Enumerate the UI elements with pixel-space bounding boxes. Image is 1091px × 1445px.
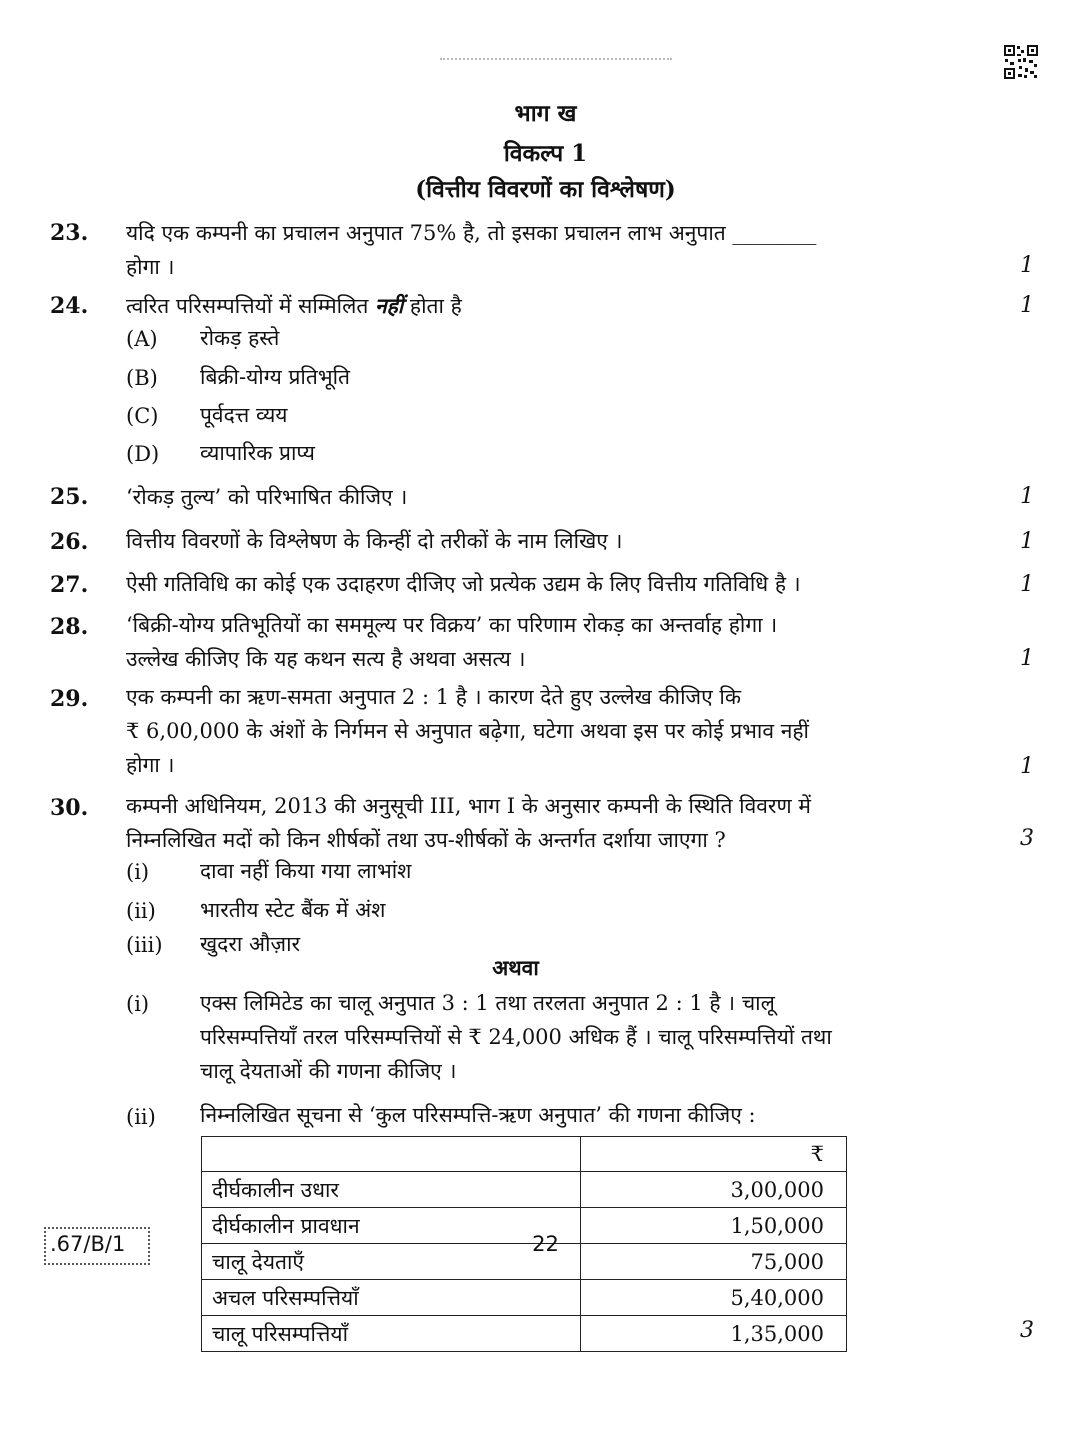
option-label: (B) [126,366,158,390]
or-separator: अथवा [492,955,539,980]
question-line: होगा । [126,255,175,279]
question-number: 27. [50,572,89,598]
item-text: दावा नहीं किया गया लाभांश [200,859,412,883]
currency-header: ₹ [581,1137,847,1172]
question-text [126,789,978,857]
security-microtext-line [440,58,672,60]
table-cell-amount: 75,000 [581,1244,847,1280]
item-label: (i) [126,860,150,884]
question-text-part: त्वरित परिसम्पत्तियों में सम्मिलित [126,294,369,318]
table-cell-amount: 3,00,000 [581,1172,847,1208]
table-cell-item: दीर्घकालीन प्रावधान [202,1208,581,1244]
option-label: (A) [126,327,158,351]
page-number: 22 [532,1232,559,1256]
question-line: उल्लेख कीजिए कि यह कथन सत्य है अथवा असत्य । [126,647,526,671]
table-cell-amount: 5,40,000 [581,1280,847,1316]
question-text-part: होता है [409,294,462,318]
option-label: (D) [126,442,160,466]
question-line: होगा । [126,753,175,777]
option-text: व्यापारिक प्राप्य [200,441,315,465]
question-marks: 1 [1020,253,1034,278]
option-text: रोकड़ हस्ते [200,326,280,350]
option-text: बिक्री-योग्य प्रतिभूति [200,365,350,389]
question-text [126,289,978,323]
question-number: 30. [50,795,89,821]
question-line: निम्नलिखित मदों को किन शीर्षकों तथा उप-शीर्षकों के अन्तर्गत दर्शाया जाएगा ? [126,828,726,852]
question-number: 23. [50,220,89,246]
section-topic-heading: (वित्तीय विवरणों का विश्लेषण) [415,176,676,203]
question-marks: 1 [1020,529,1034,554]
table-header-row [202,1137,847,1172]
question-number: 28. [50,614,89,640]
alt-item-text: निम्नलिखित सूचना से ‘कुल परिसम्पत्ति-ऋण अनुपात’ की गणना कीजिए : [200,1103,756,1127]
question-line: एक कम्पनी का ऋण-समता अनुपात 2 : 1 है । कारण देते हुए उल्लेख कीजिए कि [126,685,741,709]
qr-code-icon [1003,44,1039,80]
question-text: ऐसी गतिविधि का कोई एक उदाहरण दीजिए जो प्रत्येक उद्यम के लिए वित्तीय गतिविधि है । [126,572,801,596]
item-text: भारतीय स्टेट बैंक में अंश [200,898,386,922]
question-marks: 1 [1020,484,1034,509]
option-text: पूर्वदत्त व्यय [200,403,288,427]
option-label: (C) [126,404,159,428]
table-row [202,1316,847,1352]
question-line: कम्पनी अधिनियम, 2013 की अनुसूची III, भाग I के अनुसार कम्पनी के स्थिति विवरण में [126,794,811,818]
alt-item-label: (ii) [126,1105,156,1129]
alt-item-text [200,986,978,1088]
question-marks: 1 [1020,754,1034,779]
table-cell-item: चालू परिसम्पत्तियाँ [202,1316,581,1352]
question-line: परिसम्पत्तियाँ तरल परिसम्पत्तियों से ₹ 24,000 अधिक हैं । चालू परिसम्पत्तियों तथा [200,1025,832,1049]
item-label: (iii) [126,933,163,957]
table-cell-item: दीर्घकालीन उधार [202,1172,581,1208]
table-cell-amount: 1,50,000 [581,1208,847,1244]
section-part-heading: भाग ख [514,100,577,127]
table-header-cell [202,1137,581,1172]
emphasis-word: नहीं [374,293,404,318]
question-line: ‘बिक्री-योग्य प्रतिभूतियों का सममूल्य पर विक्रय’ का परिणाम रोकड़ का अन्तर्वाह होगा । [126,613,778,637]
question-text: ‘रोकड़ तुल्य’ को परिभाषित कीजिए । [126,485,408,509]
table-row [202,1280,847,1316]
question-marks: 1 [1020,293,1034,318]
question-number: 29. [50,686,89,712]
question-line: एक्स लिमिटेड का चालू अनुपात 3 : 1 तथा तरलता अनुपात 2 : 1 है । चालू [200,991,775,1015]
alt-item-label: (i) [126,992,150,1016]
item-label: (ii) [126,899,156,923]
question-line: ₹ 6,00,000 के अंशों के निर्गमन से अनुपात बढ़ेगा, घटेगा अथवा इस पर कोई प्रभाव नहीं [126,719,809,743]
table-cell-item: चालू देयताएँ [202,1244,581,1280]
table-cell-amount: 1,35,000 [581,1316,847,1352]
question-marks: 3 [1020,826,1034,851]
question-marks: 1 [1020,572,1034,597]
question-marks: 3 [1020,1318,1034,1343]
question-text [126,680,978,782]
question-marks: 1 [1020,646,1034,671]
question-line: चालू देयताओं की गणना कीजिए । [200,1059,457,1083]
question-number: 24. [50,293,89,319]
section-option-heading: विकल्प 1 [503,140,588,167]
question-text [126,608,978,676]
table-cell-item: अचल परिसम्पत्तियाँ [202,1280,581,1316]
paper-code: .67/B/1 [50,1232,126,1256]
item-text: खुदरा औज़ार [200,932,301,956]
table-row [202,1172,847,1208]
question-number: 26. [50,529,89,555]
question-text [126,216,978,284]
question-number: 25. [50,484,89,510]
question-text: वित्तीय विवरणों के विश्लेषण के किन्हीं दो तरीकों के नाम लिखिए । [126,529,623,553]
question-line: यदि एक कम्पनी का प्रचालन अनुपात 75% है, तो इसका प्रचालन लाभ अनुपात ________ [126,221,817,245]
